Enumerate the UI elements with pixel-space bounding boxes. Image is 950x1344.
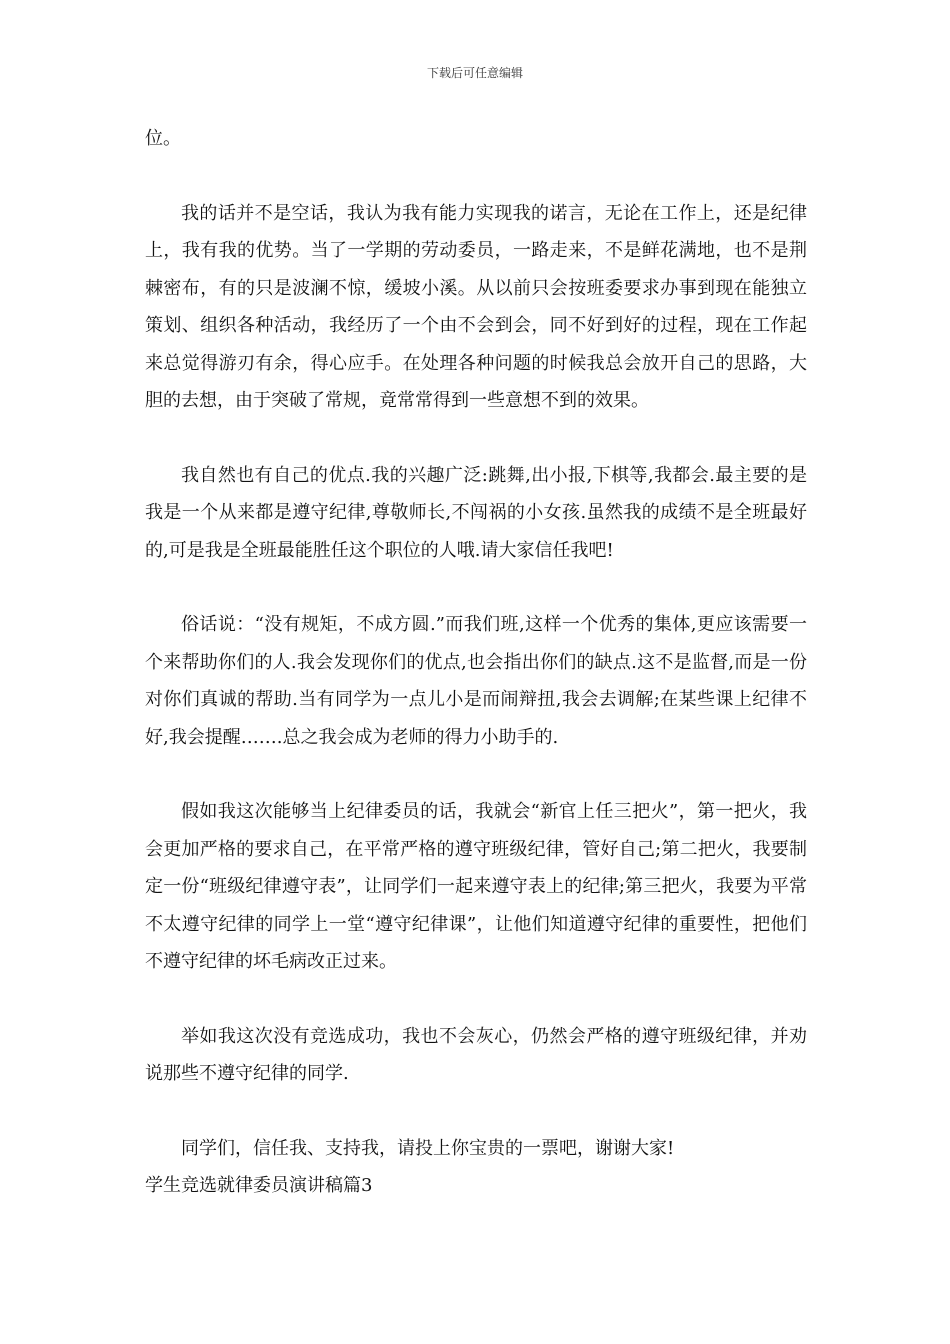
page-header: 下载后可任意编辑	[426, 66, 523, 80]
paragraph-if-fail: 举如我这次没有竞选成功，我也不会灰心，仍然会严格的遵守班级纪律，并劝说那些不遵守纪律的同学.	[145, 1025, 807, 1084]
paragraph-closing: 同学们，信任我、支持我，请投上你宝贵的一票吧，谢谢大家!	[181, 1137, 675, 1159]
paragraph-saying: 俗话说：“没有规矩，不成方圆.”而我们班,这样一个优秀的集体,更应该需要一个来帮助你们的人.我会发现你们的优点,也会指出你们的缺点.这不是监督,而是一份对你们真诚的帮助.当有同学为一点儿小是而闹辩扭,我会去调解;在某些课上纪律不好,我会提醒…….总之我会成为老师的得力小助手的.	[145, 614, 807, 748]
paragraph-continued: 位。	[145, 128, 181, 149]
paragraph-strengths: 我自然也有自己的优点.我的兴趣广泛:跳舞,出小报,下棋等,我都会.最主要的是我是一个从来都是遵守纪律,尊敬师长,不闯祸的小女孩.虽然我的成绩不是全班最好的,可是我是全班最能胜任这个职位的人哦.请大家信任我吧!	[145, 464, 807, 561]
paragraph-ability: 我的话并不是空话，我认为我有能力实现我的诺言，无论在工作上，还是纪律上，我有我的优势。当了一学期的劳动委员，一路走来，不是鲜花满地，也不是荆棘密布，有的只是波澜不惊，缓坡小溪。从以前只会按班委要求办事到现在能独立策划、组织各种活动，我经历了一个由不会到会，同不好到好的过程，现在工作起来总觉得游刃有余，得心应手。在处理各种问题的时候我总会放开自己的思路，大胆的去想，由于突破了常规，竟常常得到一些意想不到的效果。	[145, 202, 807, 411]
next-section-title: 学生竞选就律委员演讲稿篇3	[145, 1175, 373, 1196]
paragraph-three-fires: 假如我这次能够当上纪律委员的话，我就会“新官上任三把火”，第一把火，我会更加严格的要求自己，在平常严格的遵守班级纪律，管好自己;第二把火，我要制定一份“班级纪律遵守表”，让同学们一起来遵守表上的纪律;第三把火，我要为平常不太遵守纪律的同学上一堂“遵守纪律课”，让他们知道遵守纪律的重要性，把他们不遵守纪律的坏毛病改正过来。	[145, 801, 807, 972]
document-body	[145, 120, 807, 1205]
